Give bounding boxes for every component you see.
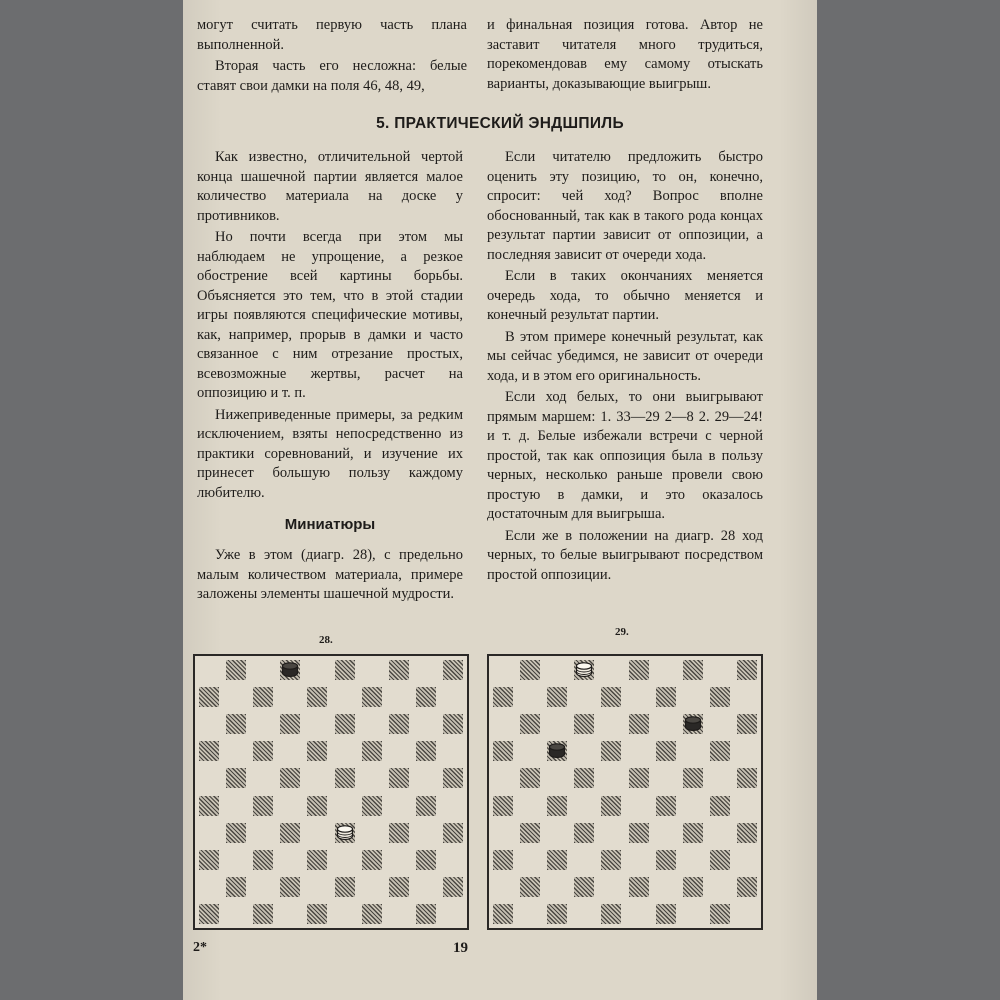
right-column — [487, 148, 763, 585]
top-left-para-2: Вторая часть его несложна: белые ставят свои дамки на поля 46, 48, 49, — [197, 58, 467, 94]
dark-square — [737, 660, 757, 680]
dark-square — [199, 850, 219, 870]
left-para-1: Как известно, отличительной чертой конца шашечной партии является малое количество материала на доске у противников. — [197, 149, 463, 224]
dark-square — [493, 687, 513, 707]
dark-square — [389, 714, 409, 734]
dark-square — [307, 796, 327, 816]
dark-square — [656, 796, 676, 816]
dark-square — [226, 714, 246, 734]
white-checker-piece — [575, 662, 593, 678]
dark-square — [683, 768, 703, 788]
dark-square — [601, 850, 621, 870]
dark-square — [335, 877, 355, 897]
dark-square — [253, 904, 273, 924]
diagram-28-label: 28. — [319, 634, 333, 646]
dark-square — [199, 741, 219, 761]
top-right-para-1: и финальная позиция готова. Автор не заставит читателя много трудиться, порекомендовав ему самому отыскать варианты, доказывающие выигрыш. — [487, 17, 763, 92]
dark-square — [656, 850, 676, 870]
dark-square — [710, 850, 730, 870]
dark-square — [416, 904, 436, 924]
section-title: 5. ПРАКТИЧЕСКИЙ ЭНДШПИЛЬ — [376, 115, 624, 132]
dark-square — [199, 904, 219, 924]
dark-square — [629, 877, 649, 897]
dark-square — [737, 823, 757, 843]
dark-square — [710, 687, 730, 707]
top-left-text — [197, 16, 467, 96]
dark-square — [547, 687, 567, 707]
dark-square — [656, 687, 676, 707]
dark-square — [280, 877, 300, 897]
dark-square — [493, 904, 513, 924]
dark-square — [520, 877, 540, 897]
dark-square — [307, 850, 327, 870]
dark-square — [389, 877, 409, 897]
dark-square — [629, 660, 649, 680]
dark-square — [683, 877, 703, 897]
right-para-5: Если же в положении на диагр. 28 ход черных, то белые выигрывают посредством простой оппозиции. — [487, 527, 763, 583]
dark-square — [362, 904, 382, 924]
dark-square — [389, 660, 409, 680]
dark-square — [389, 823, 409, 843]
dark-square — [737, 714, 757, 734]
dark-square — [547, 850, 567, 870]
dark-square — [416, 850, 436, 870]
dark-square — [416, 741, 436, 761]
dark-square — [629, 768, 649, 788]
dark-square — [493, 796, 513, 816]
dark-square — [443, 714, 463, 734]
dark-square — [737, 877, 757, 897]
dark-square — [335, 768, 355, 788]
right-para-4: Если ход белых, то они выигрывают прямым маршем: 1. 33—29 2—8 2. 29—24! и т. д. Белые избежали встречи с черной простой, так как оппозиция была в пользу черных, несколько раньше провели свою простую в дамки, и это оказалось достаточным для выигрыша. — [487, 389, 763, 522]
dark-square — [520, 823, 540, 843]
left-column-lower — [197, 546, 463, 605]
dark-square — [335, 660, 355, 680]
dark-square — [520, 714, 540, 734]
left-column — [197, 148, 463, 503]
dark-square — [362, 687, 382, 707]
dark-square — [307, 741, 327, 761]
dark-square — [601, 741, 621, 761]
dark-square — [601, 796, 621, 816]
top-left-para-1: могут считать первую часть плана выполненной. — [197, 17, 467, 53]
dark-square — [547, 796, 567, 816]
dark-square — [443, 877, 463, 897]
signature-mark: 2* — [193, 940, 207, 955]
dark-square — [601, 687, 621, 707]
diagram-29-board — [487, 654, 763, 930]
dark-square — [574, 768, 594, 788]
white-checker-piece — [336, 825, 354, 841]
diagram-28-board — [193, 654, 469, 930]
dark-square — [226, 768, 246, 788]
dark-square — [253, 850, 273, 870]
left-para-2: Но почти всегда при этом мы наблюдаем не упрощение, а резкое обострение всей картины борьбы. Объясняется это тем, что в этой стадии игры появляются специфические мотивы, как, например, прорыв в дамки и часто связанное с ним отрезание простых, всевозможные жертвы, расчет на оппозицию и т. п. — [197, 229, 463, 401]
right-para-2: Если в таких окончаниях меняется очередь хода, то обычно меняется и конечный результат партии. — [487, 268, 763, 323]
dark-square — [280, 823, 300, 843]
dark-square — [199, 687, 219, 707]
dark-square — [416, 796, 436, 816]
dark-square — [253, 687, 273, 707]
dark-square — [547, 904, 567, 924]
page-number: 19 — [453, 940, 468, 956]
dark-square — [710, 904, 730, 924]
dark-square — [253, 741, 273, 761]
left-para-4: Уже в этом (диагр. 28), с предельно малым количеством материала, примере заложены элементы шашечной мудрости. — [197, 547, 463, 602]
dark-square — [199, 796, 219, 816]
dark-square — [362, 796, 382, 816]
dark-square — [226, 877, 246, 897]
dark-square — [226, 823, 246, 843]
dark-square — [362, 741, 382, 761]
dark-square — [307, 687, 327, 707]
dark-square — [683, 660, 703, 680]
dark-square — [280, 714, 300, 734]
book-page — [183, 0, 817, 1000]
dark-square — [416, 687, 436, 707]
dark-square — [362, 850, 382, 870]
dark-square — [710, 796, 730, 816]
dark-square — [656, 904, 676, 924]
dark-square — [656, 741, 676, 761]
black-checker-piece — [684, 716, 702, 732]
dark-square — [520, 660, 540, 680]
left-para-3: Нижеприведенные примеры, за редким исключением, взяты непосредственно из практики соревнований, и изучение их принесет большую пользу каждому любителю. — [197, 406, 463, 501]
dark-square — [737, 768, 757, 788]
top-right-text — [487, 16, 763, 94]
dark-square — [520, 768, 540, 788]
diagram-29-label: 29. — [615, 626, 629, 638]
dark-square — [307, 904, 327, 924]
dark-square — [629, 714, 649, 734]
dark-square — [629, 823, 649, 843]
dark-square — [710, 741, 730, 761]
right-para-1: Если читателю предложить быстро оценить эту позицию, то он, конечно, спросит: чей ход? Вопрос вполне обоснованный, так как в такого рода концах результат партии зависит от оппозиции, а последняя зависит от очереди хода. — [487, 149, 763, 263]
dark-square — [574, 877, 594, 897]
dark-square — [493, 850, 513, 870]
miniatures-subheading: Миниатюры — [284, 516, 376, 533]
dark-square — [601, 904, 621, 924]
dark-square — [226, 660, 246, 680]
black-checker-piece — [281, 662, 299, 678]
dark-square — [443, 660, 463, 680]
dark-square — [683, 823, 703, 843]
dark-square — [493, 741, 513, 761]
right-para-3: В этом примере конечный результат, как мы сейчас убедимся, не зависит от очереди хода, и в этом его оригинальность. — [487, 328, 763, 384]
dark-square — [253, 796, 273, 816]
dark-square — [389, 768, 409, 788]
dark-square — [335, 714, 355, 734]
black-checker-piece — [548, 743, 566, 759]
dark-square — [280, 768, 300, 788]
dark-square — [574, 823, 594, 843]
dark-square — [443, 768, 463, 788]
dark-square — [443, 823, 463, 843]
dark-square — [574, 714, 594, 734]
